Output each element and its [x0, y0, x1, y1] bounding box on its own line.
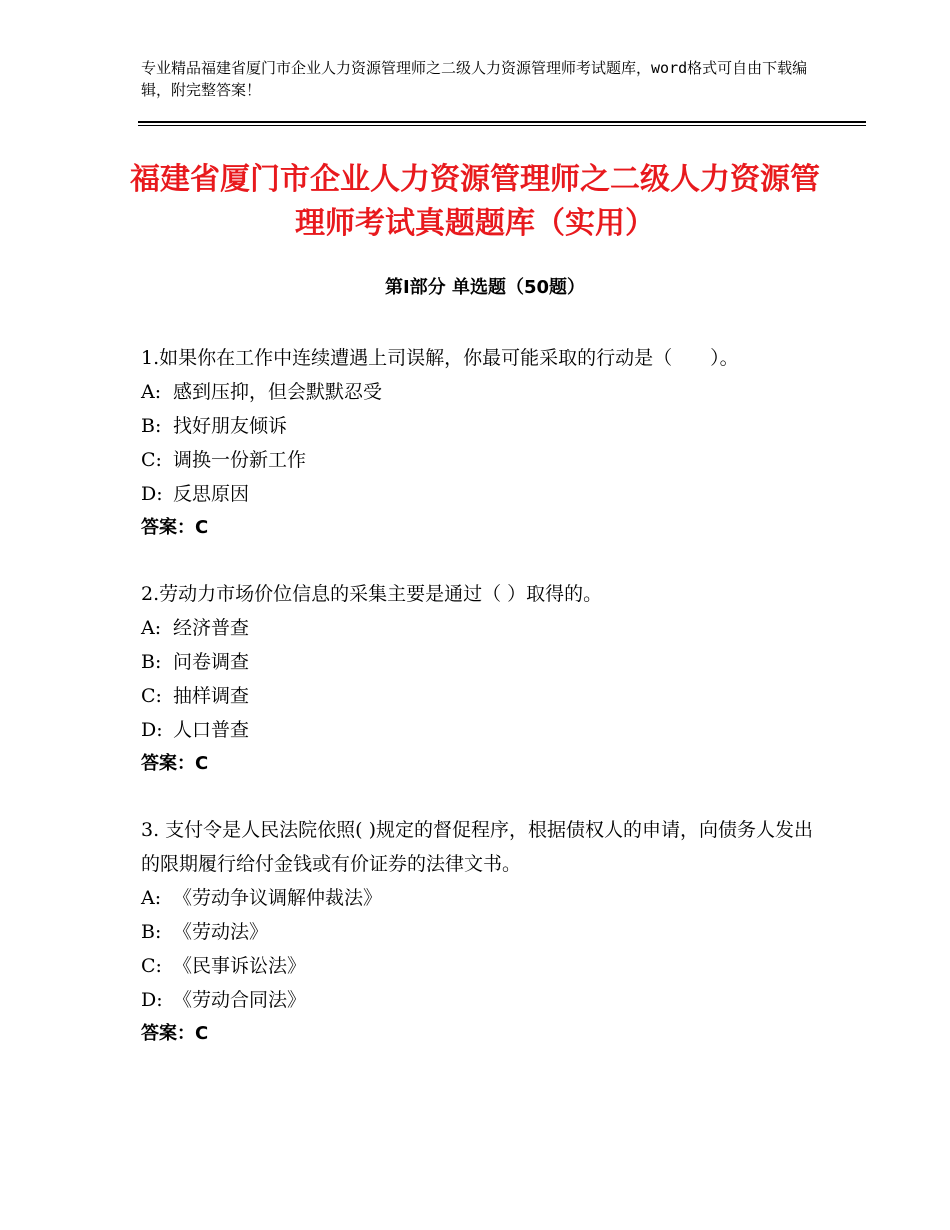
option-text: 问卷调查	[173, 651, 250, 673]
header-divider-thin	[138, 125, 866, 126]
option-label: B:	[141, 921, 162, 943]
question-stem: 2.劳动力市场价位信息的采集主要是通过（ ）取得的。	[141, 583, 603, 605]
question-1	[141, 341, 831, 545]
option-text: 抽样调查	[173, 685, 250, 707]
option-a	[141, 881, 831, 915]
option-d	[141, 713, 831, 747]
option-label: C:	[141, 685, 162, 707]
option-text: 找好朋友倾诉	[173, 415, 288, 437]
option-text: 《劳动合同法》	[173, 989, 307, 1011]
option-label: B:	[141, 415, 162, 437]
option-d	[141, 477, 831, 511]
option-label: A:	[141, 887, 162, 909]
option-label: B:	[141, 651, 162, 673]
question-answer: 答案：C	[141, 753, 209, 774]
question-list	[141, 341, 831, 1083]
question-stem: 1.如果你在工作中连续遭遇上司误解，你最可能采取的行动是（ ）。	[141, 347, 739, 369]
option-text: 《民事诉讼法》	[173, 955, 307, 977]
option-b	[141, 645, 831, 679]
option-d	[141, 983, 831, 1017]
option-label: D:	[141, 483, 163, 505]
option-label: A:	[141, 381, 162, 403]
option-c	[141, 949, 831, 983]
option-c	[141, 679, 831, 713]
option-text: 感到压抑，但会默默忍受	[173, 381, 383, 403]
option-b	[141, 915, 831, 949]
option-label: A:	[141, 617, 162, 639]
option-b	[141, 409, 831, 443]
question-3	[141, 813, 831, 1051]
document-title: 福建省厦门市企业人力资源管理师之二级人力资源管理师考试真题题库（实用）	[130, 162, 820, 241]
option-text: 《劳动法》	[173, 921, 269, 943]
question-2	[141, 577, 831, 781]
option-c	[141, 443, 831, 477]
option-label: D:	[141, 989, 163, 1011]
option-text: 经济普查	[173, 617, 250, 639]
question-stem: 3. 支付令是人民法院依照( )规定的督促程序，根据债权人的申请，向债务人发出的限期履行给付金钱或有价证券的法律文书。	[141, 819, 814, 875]
option-text: 调换一份新工作	[173, 449, 307, 471]
header-divider-thick	[138, 121, 866, 123]
option-text: 人口普查	[173, 719, 250, 741]
option-a	[141, 375, 831, 409]
question-answer: 答案：C	[141, 517, 209, 538]
option-label: D:	[141, 719, 163, 741]
option-label: C:	[141, 955, 162, 977]
question-answer: 答案：C	[141, 1023, 209, 1044]
header-divider	[138, 121, 866, 127]
option-a	[141, 611, 831, 645]
option-label: C:	[141, 449, 162, 471]
header-note: 专业精品福建省厦门市企业人力资源管理师之二级人力资源管理师考试题库，word格式可自由下载编辑，附完整答案！	[141, 59, 808, 99]
option-text: 《劳动争议调解仲裁法》	[173, 887, 383, 909]
option-text: 反思原因	[173, 483, 250, 505]
section-title: 第Ⅰ部分 单选题（50题）	[384, 277, 585, 298]
